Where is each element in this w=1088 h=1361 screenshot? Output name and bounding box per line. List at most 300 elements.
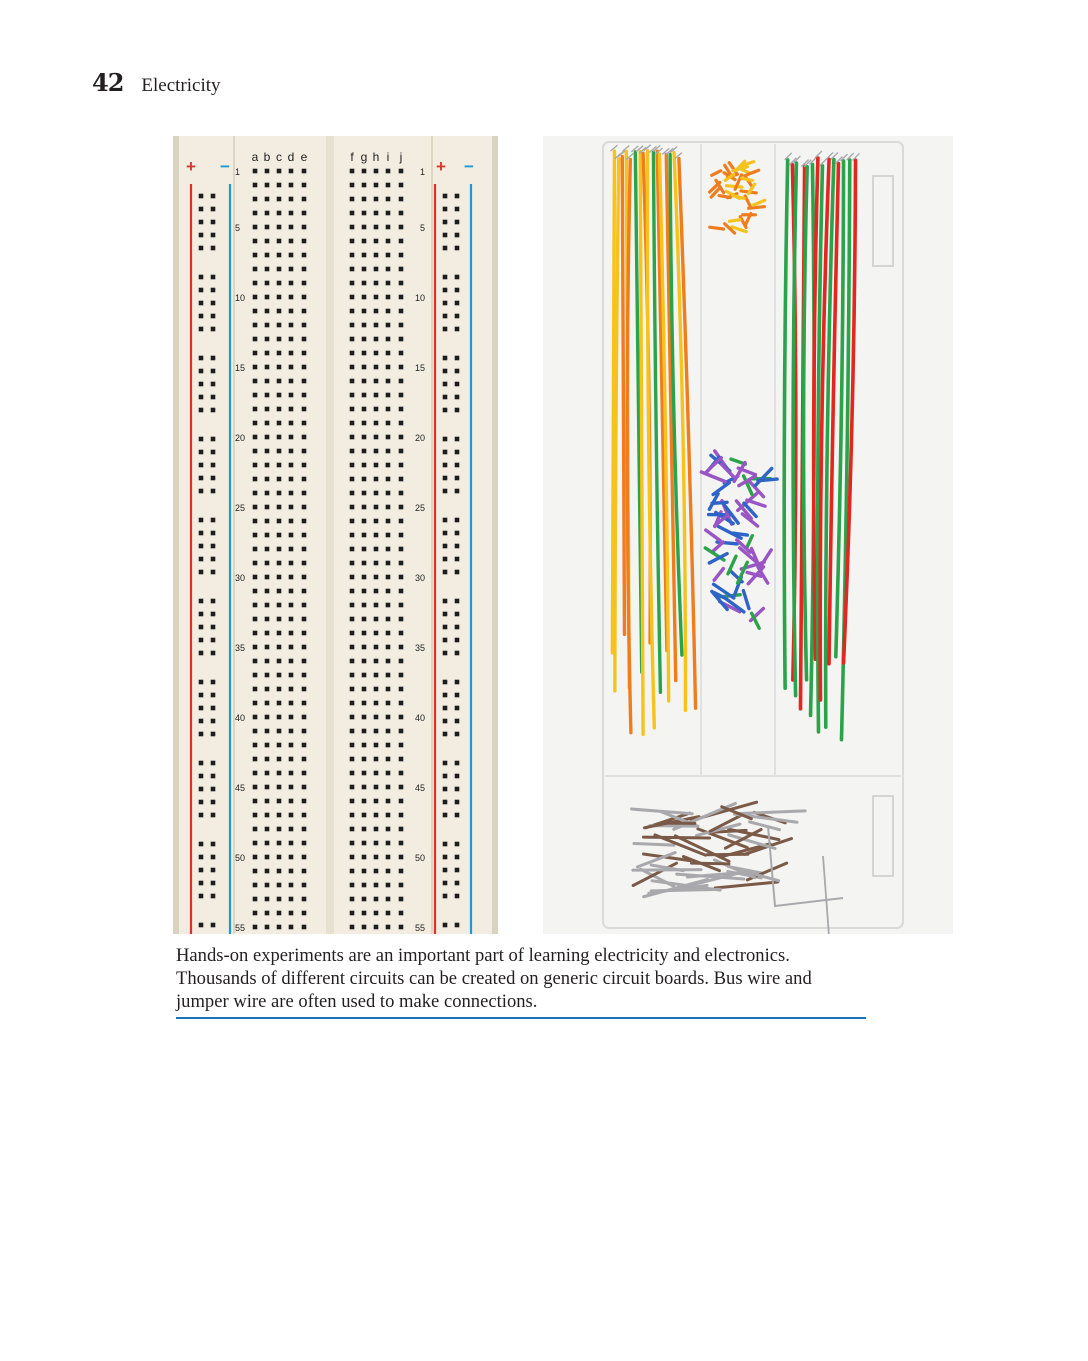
breadboard-hole [399,757,404,762]
rail-hole [199,369,204,374]
breadboard-hole [302,281,307,286]
row-number-right: 30 [414,573,425,583]
breadboard-hole [253,393,258,398]
breadboard-hole [386,309,391,314]
breadboard-hole [374,645,379,650]
rail-hole [211,842,216,847]
breadboard-hole [399,911,404,916]
breadboard-hole [265,883,270,888]
breadboard-hole [302,323,307,328]
breadboard-hole [374,687,379,692]
breadboard-hole [265,841,270,846]
breadboard-hole [265,183,270,188]
breadboard-hole [362,897,367,902]
breadboard-hole [265,379,270,384]
breadboard-hole [277,645,282,650]
breadboard-hole [374,757,379,762]
rail-hole [211,437,216,442]
rail-hole [199,570,204,575]
breadboard-hole [374,771,379,776]
rail-hole [211,894,216,899]
breadboard-hole [289,435,294,440]
rail-hole [211,599,216,604]
breadboard-hole [399,239,404,244]
rail-hole [455,570,460,575]
rail-hole [455,544,460,549]
breadboard-hole [302,295,307,300]
rail-hole [211,706,216,711]
figure-caption: Hands-on experiments are an important part of learning electricity and electronics. Thousands of different circuits can be created on generic circuit boards. Bus wire and jumper wire are often used to make connections. [176,945,812,1012]
breadboard-hole [399,547,404,552]
rail-hole [455,787,460,792]
breadboard-hole [386,267,391,272]
breadboard-hole [350,505,355,510]
breadboard-hole [253,589,258,594]
breadboard-hole [302,631,307,636]
rail-hole [455,408,460,413]
breadboard-hole [350,379,355,384]
breadboard-hole [386,547,391,552]
rail-hole [455,369,460,374]
rail-hole [211,408,216,413]
column-letter: e [300,150,308,164]
rail-hole [199,356,204,361]
breadboard-hole [277,911,282,916]
row-number-left: 40 [235,713,246,723]
rail-hole [443,301,448,306]
rail-hole [455,732,460,737]
rail-hole [199,207,204,212]
breadboard-hole [277,883,282,888]
breadboard-hole [350,225,355,230]
row-number-right: 1 [419,167,425,177]
rail-hole [443,531,448,536]
breadboard-hole [374,323,379,328]
breadboard-hole [374,785,379,790]
breadboard-hole [362,407,367,412]
breadboard-hole [386,379,391,384]
center-channel [326,136,334,934]
breadboard-hole [386,897,391,902]
breadboard-hole [277,701,282,706]
breadboard-hole [289,631,294,636]
breadboard-hole [277,267,282,272]
rail-hole [443,612,448,617]
breadboard-hole [277,295,282,300]
breadboard-hole [374,295,379,300]
rail-hole [455,625,460,630]
breadboard-hole [362,603,367,608]
breadboard-hole [350,883,355,888]
rail-hole [443,868,448,873]
breadboard-hole [362,225,367,230]
breadboard-hole [302,687,307,692]
breadboard-hole [302,869,307,874]
breadboard-hole [350,253,355,258]
rail-hole [199,680,204,685]
breadboard-hole [386,743,391,748]
rail-hole [211,761,216,766]
breadboard-hole [399,701,404,706]
rail-hole [211,489,216,494]
breadboard-hole [399,673,404,678]
rail-hole [455,518,460,523]
jumper-wire-kit-photo [543,136,953,934]
breadboard-hole [362,799,367,804]
rail-hole [455,761,460,766]
breadboard-hole [362,267,367,272]
breadboard-hole [302,827,307,832]
breadboard-hole [277,351,282,356]
breadboard-hole [399,897,404,902]
rail-hole [443,557,448,562]
column-letter: j [399,150,403,164]
breadboard-hole [399,827,404,832]
breadboard-hole [362,743,367,748]
breadboard-hole [350,771,355,776]
breadboard-hole [289,869,294,874]
breadboard-hole [253,365,258,370]
breadboard-hole [386,225,391,230]
breadboard-hole [277,211,282,216]
rail-hole [211,719,216,724]
breadboard-hole [350,617,355,622]
breadboard-hole [289,883,294,888]
breadboard-hole [350,785,355,790]
breadboard-hole [265,309,270,314]
breadboard-hole [277,799,282,804]
breadboard-hole [386,407,391,412]
rail-hole [211,314,216,319]
breadboard-hole [350,477,355,482]
breadboard-hole [289,407,294,412]
breadboard-hole [362,491,367,496]
breadboard-hole [374,225,379,230]
breadboard-hole [265,239,270,244]
rail-hole [199,301,204,306]
breadboard-hole [374,603,379,608]
rail-hole [199,719,204,724]
row-number-left: 50 [235,853,246,863]
breadboard-hole [277,869,282,874]
breadboard-hole [265,897,270,902]
rail-hole [455,220,460,225]
rail-hole [199,382,204,387]
breadboard-hole [253,925,258,930]
rail-hole [455,868,460,873]
rail-hole [443,680,448,685]
rail-hole [211,638,216,643]
breadboard-hole [253,519,258,524]
breadboard-hole [302,239,307,244]
breadboard-hole [253,225,258,230]
breadboard-hole [386,631,391,636]
row-number-right: 5 [419,223,425,233]
rail-hole [443,855,448,860]
breadboard-hole [253,337,258,342]
rail-hole [199,437,204,442]
column-letter: i [386,150,390,164]
rail-hole [211,356,216,361]
breadboard-hole [374,491,379,496]
rail-hole [199,693,204,698]
breadboard-hole [289,645,294,650]
breadboard-hole [289,365,294,370]
breadboard-hole [253,575,258,580]
breadboard-hole [265,225,270,230]
rail-hole [455,463,460,468]
breadboard-hole [253,169,258,174]
breadboard-hole [350,547,355,552]
breadboard-hole [289,673,294,678]
rail-hole [199,557,204,562]
breadboard-hole [399,211,404,216]
breadboard-hole [362,715,367,720]
breadboard-hole [362,337,367,342]
breadboard-hole [399,925,404,930]
row-number-left: 45 [235,783,246,793]
breadboard-hole [265,505,270,510]
breadboard-hole [277,589,282,594]
breadboard-hole [362,295,367,300]
breadboard-hole [289,211,294,216]
short-jumper-yellow [726,186,741,187]
breadboard-hole [265,911,270,916]
rail-hole [455,706,460,711]
rail-hole [443,395,448,400]
breadboard-hole [253,841,258,846]
breadboard-hole [374,435,379,440]
rail-hole [199,395,204,400]
breadboard-hole [289,659,294,664]
breadboard-hole [386,533,391,538]
breadboard-hole [265,281,270,286]
breadboard-hole [253,421,258,426]
breadboard-hole [362,841,367,846]
breadboard-hole [386,771,391,776]
rail-hole [199,787,204,792]
row-number-left: 5 [235,223,241,233]
short-jumper-yellow [742,178,753,180]
breadboard-hole [302,533,307,538]
rail-hole [211,774,216,779]
breadboard-background [173,136,498,934]
row-number-right: 10 [414,293,425,303]
breadboard-hole [289,491,294,496]
rail-hole [199,842,204,847]
rail-hole [199,651,204,656]
breadboard-hole [302,435,307,440]
rail-hole [211,288,216,293]
row-number-left: 30 [235,573,246,583]
breadboard-hole [386,183,391,188]
breadboard-hole [386,365,391,370]
breadboard-hole [289,743,294,748]
breadboard-hole [362,687,367,692]
breadboard-hole [374,883,379,888]
breadboard-hole [399,883,404,888]
breadboard-hole [253,855,258,860]
rail-hole [443,518,448,523]
breadboard-hole [386,785,391,790]
breadboard-hole [350,855,355,860]
breadboard-hole [350,533,355,538]
rail-hole [199,327,204,332]
breadboard-hole [253,883,258,888]
breadboard-hole [374,463,379,468]
breadboard-hole [374,575,379,580]
breadboard-hole [362,449,367,454]
breadboard-hole [265,211,270,216]
breadboard-hole [277,183,282,188]
breadboard-hole [289,575,294,580]
breadboard-hole [302,477,307,482]
breadboard-hole [302,743,307,748]
breadboard-hole [386,519,391,524]
breadboard-hole [289,799,294,804]
rail-hole [455,301,460,306]
rail-hole [199,408,204,413]
breadboard-hole [265,421,270,426]
breadboard-hole [350,351,355,356]
breadboard-hole [362,617,367,622]
breadboard-hole [302,883,307,888]
breadboard-hole [399,225,404,230]
rail-hole [443,570,448,575]
breadboard-hole [350,687,355,692]
breadboard-hole [350,337,355,342]
breadboard-hole [350,281,355,286]
row-number-left: 1 [235,167,241,177]
breadboard-hole [289,771,294,776]
breadboard-hole [386,253,391,258]
breadboard-hole [277,309,282,314]
rail-hole [443,881,448,886]
rail-hole [443,693,448,698]
breadboard-hole [374,267,379,272]
breadboard-hole [277,463,282,468]
rail-hole [455,894,460,899]
rail-hole [199,476,204,481]
breadboard-hole [277,281,282,286]
breadboard-hole [350,365,355,370]
rail-hole [443,408,448,413]
row-number-left: 55 [235,923,246,933]
breadboard-hole [362,869,367,874]
breadboard-hole [399,183,404,188]
rail-hole [455,855,460,860]
right-plus-symbol: + [436,157,446,176]
breadboard-hole [350,295,355,300]
breadboard-hole [399,169,404,174]
breadboard-hole [265,393,270,398]
rail-hole [199,732,204,737]
breadboard-hole [277,771,282,776]
breadboard-hole [265,799,270,804]
breadboard-hole [399,449,404,454]
breadboard-hole [362,785,367,790]
breadboard-hole [253,603,258,608]
breadboard-hole [253,897,258,902]
breadboard-hole [265,729,270,734]
rail-hole [443,463,448,468]
breadboard-hole [362,379,367,384]
row-number-right: 40 [414,713,425,723]
rail-hole [211,246,216,251]
breadboard-hole [302,351,307,356]
rail-hole [443,382,448,387]
breadboard-hole [399,799,404,804]
breadboard-hole [374,379,379,384]
rail-hole [211,570,216,575]
rail-hole [455,531,460,536]
column-letter: f [350,150,354,164]
breadboard-hole [265,407,270,412]
breadboard-hole [265,463,270,468]
breadboard-hole [399,253,404,258]
breadboard-hole [253,267,258,272]
breadboard-hole [350,701,355,706]
rail-hole [199,544,204,549]
right-minus-symbol: − [464,157,474,176]
rail-hole [211,531,216,536]
right-rail-divider [431,136,433,934]
breadboard-hole [386,463,391,468]
breadboard-hole [302,407,307,412]
breadboard-hole [277,519,282,524]
rail-hole [199,599,204,604]
rail-hole [455,437,460,442]
breadboard-hole [302,855,307,860]
breadboard-hole [374,827,379,832]
breadboard-hole [265,561,270,566]
breadboard-hole [362,561,367,566]
breadboard-hole [362,505,367,510]
breadboard-hole [289,827,294,832]
breadboard-hole [399,323,404,328]
breadboard-hole [362,519,367,524]
breadboard-hole [386,617,391,622]
breadboard-hole [265,253,270,258]
breadboard-hole [289,855,294,860]
long-wire-orange [622,157,624,635]
breadboard-hole [350,309,355,314]
breadboard-hole [289,309,294,314]
breadboard-hole [277,617,282,622]
rail-hole [199,638,204,643]
breadboard-hole [386,393,391,398]
rail-hole [199,314,204,319]
rail-hole [443,625,448,630]
breadboard-hole [374,281,379,286]
breadboard-hole [386,589,391,594]
breadboard-hole [399,407,404,412]
breadboard-hole [399,855,404,860]
rail-hole [443,800,448,805]
breadboard-hole [289,841,294,846]
breadboard-hole [265,743,270,748]
rail-hole [455,800,460,805]
left-rail-divider [233,136,235,934]
breadboard-hole [362,645,367,650]
breadboard-hole [386,925,391,930]
rail-hole [455,693,460,698]
rail-hole [199,288,204,293]
breadboard-hole [253,813,258,818]
breadboard-hole [386,687,391,692]
breadboard-hole [399,631,404,636]
breadboard-hole [302,911,307,916]
